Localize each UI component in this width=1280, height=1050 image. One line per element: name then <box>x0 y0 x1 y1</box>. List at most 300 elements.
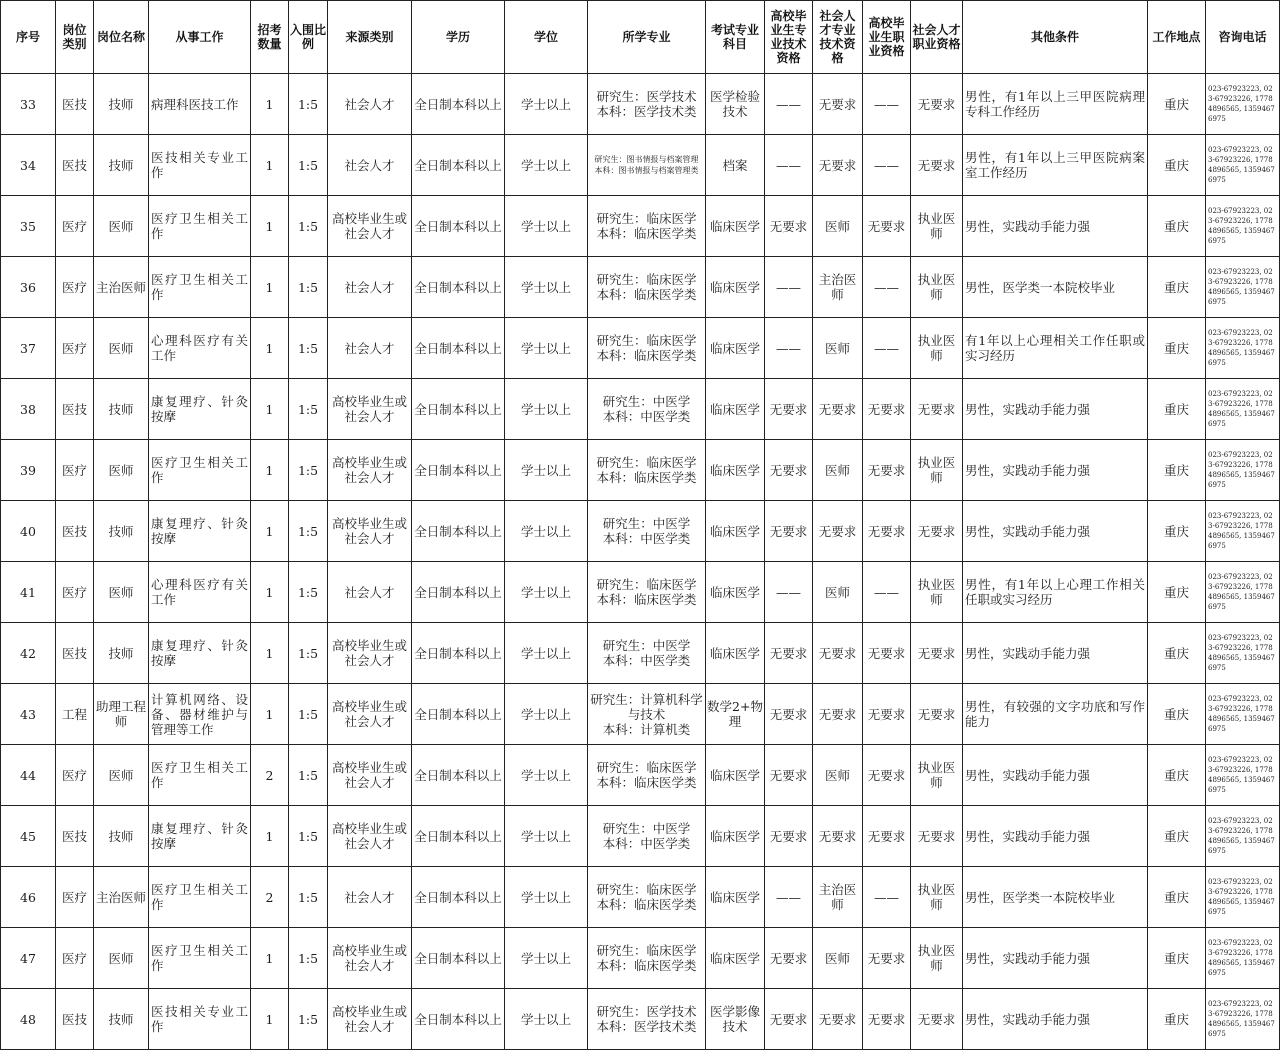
cell-talent-tech-qualification: 主治医师 <box>813 257 862 317</box>
cell-serial-no: 36 <box>1 257 55 317</box>
cell-work-location: 重庆 <box>1148 745 1205 805</box>
cell-contact-phone: 023-67923223, 023-67923226, 17784896565, 13594676975 <box>1206 867 1279 927</box>
cell-position-category: 医疗 <box>56 196 93 256</box>
cell-talent-vocational-qualification: 无要求 <box>911 379 962 439</box>
cell-exam-subject: 临床医学 <box>706 318 764 378</box>
header-talent-vocational-qualification: 社会人才职业资格 <box>911 1 962 73</box>
major-undergraduate: 本科：中医学类 <box>602 836 691 851</box>
major-undergraduate: 本科：中医学类 <box>602 409 691 424</box>
cell-talent-tech-qualification: 医师 <box>813 318 862 378</box>
cell-exam-subject: 临床医学 <box>706 623 764 683</box>
cell-position-name: 医师 <box>94 562 148 622</box>
cell-source-category: 社会人才 <box>328 318 411 378</box>
cell-position-name: 医师 <box>94 318 148 378</box>
cell-degree: 学士以上 <box>505 440 587 500</box>
cell-job-duties: 康复理疗、针灸按摩 <box>149 501 250 561</box>
major-undergraduate: 本科：临床医学类 <box>596 226 697 241</box>
cell-exam-subject: 医学影像技术 <box>706 989 764 1049</box>
cell-major <box>588 867 705 927</box>
cell-job-duties: 康复理疗、针灸按摩 <box>149 379 250 439</box>
cell-recruit-count: 1 <box>251 135 288 195</box>
cell-education: 全日制本科以上 <box>412 501 504 561</box>
cell-talent-vocational-qualification: 执业医师 <box>911 257 962 317</box>
cell-talent-tech-qualification: 无要求 <box>813 74 862 134</box>
cell-contact-phone: 023-67923223, 023-67923226, 17784896565, 13594676975 <box>1206 318 1279 378</box>
header-shortlist-ratio: 入围比例 <box>289 1 327 73</box>
cell-talent-tech-qualification: 无要求 <box>813 135 862 195</box>
cell-recruit-count: 1 <box>251 196 288 256</box>
cell-source-category: 高校毕业生或社会人才 <box>328 379 411 439</box>
cell-graduate-vocational-qualification: —— <box>863 74 910 134</box>
cell-other-requirements: 有1年以上心理相关工作任职或实习经历 <box>963 318 1147 378</box>
cell-shortlist-ratio: 1:5 <box>289 196 327 256</box>
cell-job-duties: 医技相关专业工作 <box>149 135 250 195</box>
cell-source-category: 高校毕业生或社会人才 <box>328 623 411 683</box>
cell-education: 全日制本科以上 <box>412 806 504 866</box>
cell-contact-phone: 023-67923223, 023-67923226, 17784896565, 13594676975 <box>1206 684 1279 744</box>
cell-contact-phone: 023-67923223, 023-67923226, 17784896565, 13594676975 <box>1206 989 1279 1049</box>
cell-recruit-count: 1 <box>251 989 288 1049</box>
cell-graduate-vocational-qualification: 无要求 <box>863 379 910 439</box>
cell-degree: 学士以上 <box>505 806 587 866</box>
major-undergraduate: 本科：中医学类 <box>602 653 691 668</box>
header-degree: 学位 <box>505 1 587 73</box>
cell-shortlist-ratio: 1:5 <box>289 928 327 988</box>
major-graduate: 研究生：中医学 <box>602 394 691 409</box>
cell-position-category: 医疗 <box>56 562 93 622</box>
table-row <box>1 379 1279 439</box>
cell-position-category: 工程 <box>56 684 93 744</box>
cell-talent-vocational-qualification: 执业医师 <box>911 928 962 988</box>
cell-talent-vocational-qualification: 执业医师 <box>911 867 962 927</box>
major-undergraduate: 本科：图书情报与档案管理类 <box>594 166 699 175</box>
cell-work-location: 重庆 <box>1148 318 1205 378</box>
cell-job-duties: 心理科医疗有关工作 <box>149 562 250 622</box>
cell-position-category: 医技 <box>56 74 93 134</box>
header-graduate-tech-qualification: 高校毕业生专业技术资格 <box>765 1 812 73</box>
cell-position-name: 技师 <box>94 806 148 866</box>
cell-graduate-tech-qualification: 无要求 <box>765 928 812 988</box>
cell-talent-vocational-qualification: 无要求 <box>911 501 962 561</box>
cell-position-name: 技师 <box>94 989 148 1049</box>
cell-graduate-vocational-qualification: —— <box>863 562 910 622</box>
cell-talent-tech-qualification: 无要求 <box>813 989 862 1049</box>
cell-exam-subject: 临床医学 <box>706 745 764 805</box>
cell-education: 全日制本科以上 <box>412 135 504 195</box>
cell-position-category: 医疗 <box>56 440 93 500</box>
cell-work-location: 重庆 <box>1148 440 1205 500</box>
cell-recruit-count: 2 <box>251 745 288 805</box>
cell-graduate-vocational-qualification: 无要求 <box>863 745 910 805</box>
cell-serial-no: 47 <box>1 928 55 988</box>
cell-major <box>588 196 705 256</box>
cell-contact-phone: 023-67923223, 023-67923226, 17784896565, 13594676975 <box>1206 74 1279 134</box>
cell-graduate-tech-qualification: —— <box>765 135 812 195</box>
header-contact-phone: 咨询电话 <box>1206 1 1279 73</box>
cell-serial-no: 44 <box>1 745 55 805</box>
cell-recruit-count: 1 <box>251 562 288 622</box>
cell-other-requirements: 男性，医学类一本院校毕业 <box>963 257 1147 317</box>
cell-talent-tech-qualification: 医师 <box>813 196 862 256</box>
cell-other-requirements: 男性，实践动手能力强 <box>963 440 1147 500</box>
cell-major <box>588 684 705 744</box>
cell-position-category: 医技 <box>56 806 93 866</box>
header-source-category: 来源类别 <box>328 1 411 73</box>
cell-contact-phone: 023-67923223, 023-67923226, 17784896565, 13594676975 <box>1206 928 1279 988</box>
cell-recruit-count: 1 <box>251 318 288 378</box>
cell-position-category: 医技 <box>56 989 93 1049</box>
cell-talent-tech-qualification: 无要求 <box>813 501 862 561</box>
cell-serial-no: 37 <box>1 318 55 378</box>
cell-major <box>588 989 705 1049</box>
header-work-location: 工作地点 <box>1148 1 1205 73</box>
table-row <box>1 989 1279 1049</box>
cell-serial-no: 41 <box>1 562 55 622</box>
cell-shortlist-ratio: 1:5 <box>289 806 327 866</box>
cell-job-duties: 康复理疗、针灸按摩 <box>149 806 250 866</box>
cell-graduate-tech-qualification: 无要求 <box>765 196 812 256</box>
cell-shortlist-ratio: 1:5 <box>289 684 327 744</box>
cell-other-requirements: 男性，有1年以上心理工作相关任职或实习经历 <box>963 562 1147 622</box>
cell-graduate-vocational-qualification: 无要求 <box>863 501 910 561</box>
cell-recruit-count: 1 <box>251 379 288 439</box>
cell-exam-subject: 医学检验技术 <box>706 74 764 134</box>
cell-talent-tech-qualification: 无要求 <box>813 623 862 683</box>
major-undergraduate: 本科：临床医学类 <box>596 592 697 607</box>
cell-talent-vocational-qualification: 无要求 <box>911 74 962 134</box>
major-graduate: 研究生：中医学 <box>602 516 691 531</box>
table-row <box>1 623 1279 683</box>
header-position-category: 岗位类别 <box>56 1 93 73</box>
cell-recruit-count: 1 <box>251 501 288 561</box>
cell-graduate-tech-qualification: 无要求 <box>765 379 812 439</box>
cell-serial-no: 34 <box>1 135 55 195</box>
cell-shortlist-ratio: 1:5 <box>289 135 327 195</box>
cell-contact-phone: 023-67923223, 023-67923226, 17784896565, 13594676975 <box>1206 196 1279 256</box>
cell-position-name: 技师 <box>94 623 148 683</box>
cell-other-requirements: 男性，医学类一本院校毕业 <box>963 867 1147 927</box>
cell-education: 全日制本科以上 <box>412 196 504 256</box>
table-header-row <box>1 1 1279 73</box>
cell-job-duties: 医疗卫生相关工作 <box>149 745 250 805</box>
cell-position-category: 医疗 <box>56 867 93 927</box>
cell-position-name: 主治医师 <box>94 867 148 927</box>
cell-talent-vocational-qualification: 执业医师 <box>911 440 962 500</box>
cell-serial-no: 45 <box>1 806 55 866</box>
cell-position-name: 医师 <box>94 196 148 256</box>
cell-degree: 学士以上 <box>505 562 587 622</box>
cell-degree: 学士以上 <box>505 379 587 439</box>
header-serial-no: 序号 <box>1 1 55 73</box>
cell-shortlist-ratio: 1:5 <box>289 501 327 561</box>
cell-other-requirements: 男性，有1年以上三甲医院病理专科工作经历 <box>963 74 1147 134</box>
cell-job-duties: 医技相关专业工作 <box>149 989 250 1049</box>
cell-graduate-tech-qualification: —— <box>765 257 812 317</box>
cell-position-category: 医技 <box>56 623 93 683</box>
cell-shortlist-ratio: 1:5 <box>289 745 327 805</box>
cell-source-category: 高校毕业生或社会人才 <box>328 440 411 500</box>
cell-position-name: 技师 <box>94 501 148 561</box>
cell-education: 全日制本科以上 <box>412 684 504 744</box>
cell-shortlist-ratio: 1:5 <box>289 379 327 439</box>
cell-job-duties: 医疗卫生相关工作 <box>149 928 250 988</box>
cell-exam-subject: 临床医学 <box>706 379 764 439</box>
major-undergraduate: 本科：临床医学类 <box>596 897 697 912</box>
major-graduate: 研究生：临床医学 <box>596 272 697 287</box>
cell-graduate-vocational-qualification: 无要求 <box>863 806 910 866</box>
cell-work-location: 重庆 <box>1148 74 1205 134</box>
cell-shortlist-ratio: 1:5 <box>289 440 327 500</box>
cell-graduate-vocational-qualification: 无要求 <box>863 440 910 500</box>
cell-talent-vocational-qualification: 执业医师 <box>911 745 962 805</box>
cell-talent-vocational-qualification: 执业医师 <box>911 196 962 256</box>
cell-source-category: 高校毕业生或社会人才 <box>328 928 411 988</box>
header-education: 学历 <box>412 1 504 73</box>
cell-graduate-vocational-qualification: —— <box>863 135 910 195</box>
header-exam-subject: 考试专业科目 <box>706 1 764 73</box>
cell-degree: 学士以上 <box>505 623 587 683</box>
cell-education: 全日制本科以上 <box>412 623 504 683</box>
cell-shortlist-ratio: 1:5 <box>289 867 327 927</box>
cell-major <box>588 379 705 439</box>
cell-shortlist-ratio: 1:5 <box>289 318 327 378</box>
major-graduate: 研究生：中医学 <box>602 821 691 836</box>
cell-talent-tech-qualification: 医师 <box>813 440 862 500</box>
cell-contact-phone: 023-67923223, 023-67923226, 17784896565, 13594676975 <box>1206 562 1279 622</box>
cell-degree: 学士以上 <box>505 989 587 1049</box>
cell-work-location: 重庆 <box>1148 928 1205 988</box>
cell-source-category: 社会人才 <box>328 135 411 195</box>
cell-source-category: 高校毕业生或社会人才 <box>328 989 411 1049</box>
cell-serial-no: 33 <box>1 74 55 134</box>
cell-serial-no: 42 <box>1 623 55 683</box>
cell-talent-tech-qualification: 医师 <box>813 928 862 988</box>
cell-recruit-count: 1 <box>251 806 288 866</box>
cell-source-category: 高校毕业生或社会人才 <box>328 684 411 744</box>
cell-talent-vocational-qualification: 无要求 <box>911 135 962 195</box>
cell-position-category: 医疗 <box>56 318 93 378</box>
cell-contact-phone: 023-67923223, 023-67923226, 17784896565, 13594676975 <box>1206 745 1279 805</box>
cell-work-location: 重庆 <box>1148 379 1205 439</box>
cell-shortlist-ratio: 1:5 <box>289 562 327 622</box>
cell-exam-subject: 临床医学 <box>706 440 764 500</box>
header-recruit-count: 招考数量 <box>251 1 288 73</box>
major-graduate: 研究生：临床医学 <box>596 211 697 226</box>
cell-other-requirements: 男性，实践动手能力强 <box>963 928 1147 988</box>
cell-exam-subject: 临床医学 <box>706 501 764 561</box>
header-major: 所学专业 <box>588 1 705 73</box>
cell-work-location: 重庆 <box>1148 867 1205 927</box>
cell-serial-no: 43 <box>1 684 55 744</box>
cell-education: 全日制本科以上 <box>412 562 504 622</box>
cell-other-requirements: 男性，实践动手能力强 <box>963 501 1147 561</box>
cell-talent-vocational-qualification: 执业医师 <box>911 318 962 378</box>
major-graduate: 研究生：临床医学 <box>596 333 697 348</box>
cell-exam-subject: 临床医学 <box>706 867 764 927</box>
major-undergraduate: 本科：中医学类 <box>602 531 691 546</box>
cell-contact-phone: 023-67923223, 023-67923226, 17784896565, 13594676975 <box>1206 440 1279 500</box>
cell-contact-phone: 023-67923223, 023-67923226, 17784896565, 13594676975 <box>1206 379 1279 439</box>
cell-job-duties: 医疗卫生相关工作 <box>149 257 250 317</box>
cell-graduate-tech-qualification: 无要求 <box>765 501 812 561</box>
cell-major <box>588 928 705 988</box>
cell-degree: 学士以上 <box>505 745 587 805</box>
cell-major <box>588 440 705 500</box>
cell-contact-phone: 023-67923223, 023-67923226, 17784896565, 13594676975 <box>1206 806 1279 866</box>
cell-major <box>588 74 705 134</box>
cell-education: 全日制本科以上 <box>412 745 504 805</box>
cell-exam-subject: 临床医学 <box>706 806 764 866</box>
cell-job-duties: 医疗卫生相关工作 <box>149 196 250 256</box>
cell-position-name: 医师 <box>94 745 148 805</box>
cell-recruit-count: 1 <box>251 623 288 683</box>
major-graduate: 研究生：计算机科学与技术 <box>590 691 703 722</box>
cell-other-requirements: 男性，实践动手能力强 <box>963 806 1147 866</box>
cell-serial-no: 48 <box>1 989 55 1049</box>
header-other-requirements: 其他条件 <box>963 1 1147 73</box>
cell-work-location: 重庆 <box>1148 623 1205 683</box>
cell-position-category: 医技 <box>56 135 93 195</box>
cell-degree: 学士以上 <box>505 135 587 195</box>
cell-exam-subject: 临床医学 <box>706 562 764 622</box>
cell-work-location: 重庆 <box>1148 501 1205 561</box>
cell-graduate-tech-qualification: —— <box>765 562 812 622</box>
cell-source-category: 社会人才 <box>328 562 411 622</box>
cell-major <box>588 562 705 622</box>
cell-source-category: 高校毕业生或社会人才 <box>328 806 411 866</box>
cell-graduate-vocational-qualification: —— <box>863 318 910 378</box>
cell-work-location: 重庆 <box>1148 806 1205 866</box>
cell-serial-no: 38 <box>1 379 55 439</box>
cell-education: 全日制本科以上 <box>412 440 504 500</box>
cell-contact-phone: 023-67923223, 023-67923226, 17784896565, 13594676975 <box>1206 501 1279 561</box>
cell-talent-tech-qualification: 医师 <box>813 562 862 622</box>
cell-education: 全日制本科以上 <box>412 318 504 378</box>
cell-position-category: 医技 <box>56 379 93 439</box>
major-graduate: 研究生：中医学 <box>602 638 691 653</box>
major-undergraduate: 本科：计算机类 <box>602 721 691 737</box>
cell-education: 全日制本科以上 <box>412 928 504 988</box>
major-graduate: 研究生：临床医学 <box>596 577 697 592</box>
cell-talent-vocational-qualification: 执业医师 <box>911 562 962 622</box>
major-graduate: 研究生：医学技术 <box>596 1004 697 1019</box>
cell-talent-vocational-qualification: 无要求 <box>911 989 962 1049</box>
cell-shortlist-ratio: 1:5 <box>289 623 327 683</box>
cell-graduate-vocational-qualification: 无要求 <box>863 928 910 988</box>
cell-education: 全日制本科以上 <box>412 257 504 317</box>
cell-exam-subject: 临床医学 <box>706 928 764 988</box>
cell-serial-no: 40 <box>1 501 55 561</box>
cell-serial-no: 39 <box>1 440 55 500</box>
cell-position-category: 医技 <box>56 501 93 561</box>
cell-position-category: 医疗 <box>56 745 93 805</box>
cell-major <box>588 257 705 317</box>
cell-graduate-tech-qualification: —— <box>765 74 812 134</box>
table-row <box>1 318 1279 378</box>
cell-graduate-tech-qualification: 无要求 <box>765 684 812 744</box>
major-undergraduate: 本科：临床医学类 <box>596 775 697 790</box>
major-graduate: 研究生：临床医学 <box>596 760 697 775</box>
cell-graduate-vocational-qualification: —— <box>863 257 910 317</box>
major-graduate: 研究生：医学技术 <box>596 89 697 104</box>
cell-graduate-vocational-qualification: 无要求 <box>863 196 910 256</box>
cell-shortlist-ratio: 1:5 <box>289 989 327 1049</box>
cell-education: 全日制本科以上 <box>412 74 504 134</box>
cell-other-requirements: 男性，实践动手能力强 <box>963 989 1147 1049</box>
major-undergraduate: 本科：临床医学类 <box>596 348 697 363</box>
table-row <box>1 684 1279 744</box>
cell-degree: 学士以上 <box>505 684 587 744</box>
cell-position-name: 技师 <box>94 74 148 134</box>
cell-degree: 学士以上 <box>505 501 587 561</box>
cell-graduate-tech-qualification: —— <box>765 867 812 927</box>
cell-talent-tech-qualification: 无要求 <box>813 379 862 439</box>
major-undergraduate: 本科：临床医学类 <box>596 958 697 973</box>
cell-serial-no: 46 <box>1 867 55 927</box>
cell-position-name: 医师 <box>94 440 148 500</box>
cell-contact-phone: 023-67923223, 023-67923226, 17784896565, 13594676975 <box>1206 623 1279 683</box>
cell-other-requirements: 男性，实践动手能力强 <box>963 623 1147 683</box>
cell-recruit-count: 1 <box>251 74 288 134</box>
cell-position-name: 主治医师 <box>94 257 148 317</box>
cell-degree: 学士以上 <box>505 196 587 256</box>
cell-exam-subject: 临床医学 <box>706 257 764 317</box>
cell-recruit-count: 1 <box>251 684 288 744</box>
cell-job-duties: 康复理疗、针灸按摩 <box>149 623 250 683</box>
cell-shortlist-ratio: 1:5 <box>289 74 327 134</box>
cell-position-category: 医疗 <box>56 928 93 988</box>
major-graduate: 研究生：临床医学 <box>596 455 697 470</box>
cell-recruit-count: 1 <box>251 257 288 317</box>
table-row <box>1 562 1279 622</box>
cell-talent-tech-qualification: 医师 <box>813 745 862 805</box>
cell-major <box>588 806 705 866</box>
cell-graduate-vocational-qualification: —— <box>863 867 910 927</box>
cell-talent-vocational-qualification: 无要求 <box>911 806 962 866</box>
cell-graduate-tech-qualification: 无要求 <box>765 623 812 683</box>
table-row <box>1 74 1279 134</box>
major-graduate: 研究生：临床医学 <box>596 943 697 958</box>
cell-talent-tech-qualification: 无要求 <box>813 806 862 866</box>
cell-source-category: 高校毕业生或社会人才 <box>328 196 411 256</box>
cell-source-category: 社会人才 <box>328 257 411 317</box>
cell-recruit-count: 2 <box>251 867 288 927</box>
cell-education: 全日制本科以上 <box>412 379 504 439</box>
cell-recruit-count: 1 <box>251 928 288 988</box>
cell-degree: 学士以上 <box>505 928 587 988</box>
table-row <box>1 440 1279 500</box>
cell-work-location: 重庆 <box>1148 684 1205 744</box>
table-row <box>1 745 1279 805</box>
cell-degree: 学士以上 <box>505 257 587 317</box>
cell-position-name: 技师 <box>94 379 148 439</box>
cell-exam-subject: 临床医学 <box>706 196 764 256</box>
cell-graduate-vocational-qualification: 无要求 <box>863 623 910 683</box>
cell-other-requirements: 男性，实践动手能力强 <box>963 745 1147 805</box>
cell-graduate-tech-qualification: 无要求 <box>765 806 812 866</box>
cell-other-requirements: 男性，实践动手能力强 <box>963 379 1147 439</box>
cell-talent-tech-qualification: 无要求 <box>813 684 862 744</box>
cell-work-location: 重庆 <box>1148 135 1205 195</box>
cell-exam-subject: 数学2+物理 <box>706 684 764 744</box>
cell-other-requirements: 男性，实践动手能力强 <box>963 196 1147 256</box>
header-talent-tech-qualification: 社会人才专业技术资格 <box>813 1 862 73</box>
table-row <box>1 928 1279 988</box>
cell-recruit-count: 1 <box>251 440 288 500</box>
cell-talent-tech-qualification: 主治医师 <box>813 867 862 927</box>
cell-shortlist-ratio: 1:5 <box>289 257 327 317</box>
cell-major <box>588 501 705 561</box>
